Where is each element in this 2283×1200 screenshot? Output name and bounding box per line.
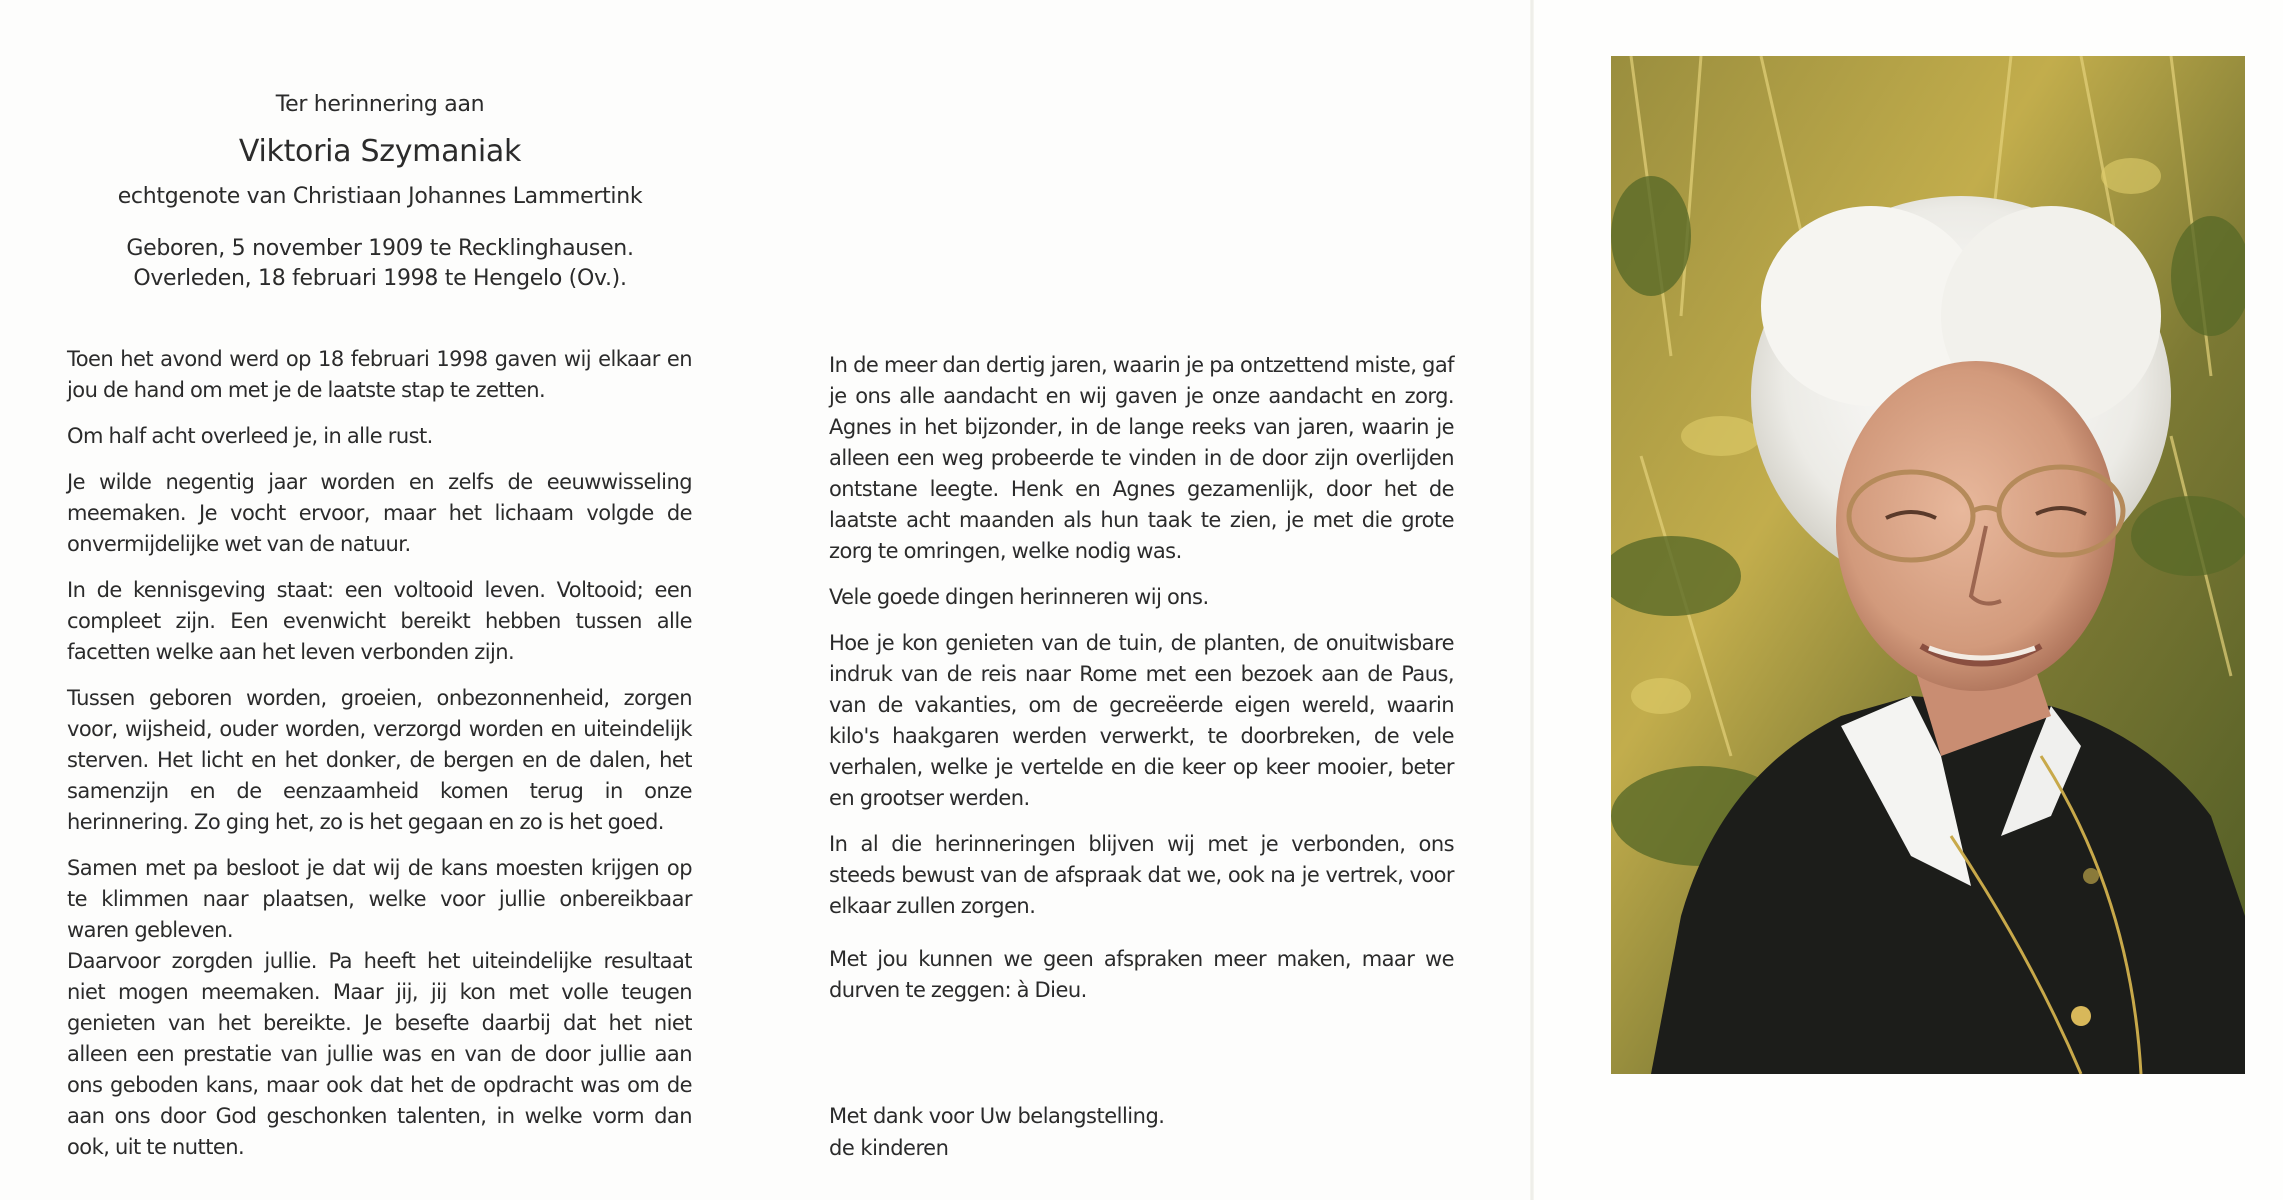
right-paragraph: Vele goede dingen herinneren wij ons. (829, 585, 1209, 609)
birth-line: Geboren, 5 november 1909 te Recklinghausen. (126, 236, 634, 261)
right-text-column (829, 350, 1454, 1021)
left-paragraph: Toen het avond werd op 18 februari 1998 gaven wij elkaar en jou de hand om met je de laatste stap te zetten. (67, 347, 692, 402)
right-paragraph: Hoe je kon genieten van de tuin, de planten, de onuitwisbare indruk van de reis naar Rome met een bezoek aan de Paus, van de vakanties, om de gecreëerde eigen wereld, waarin kilo's haakgaren werden verwerkt, te doorbreken, de vele verhalen, welke je vertelde en die keer op keer mooier, beter en grootser werden. (829, 631, 1454, 810)
header-intro: Ter herinnering aan (275, 92, 485, 117)
left-paragraph: Tussen geboren worden, groeien, onbezonnenheid, zorgen voor, wijsheid, ouder worden, verzorgd worden en uiteindelijk sterven. Het licht en het donker, de bergen en de dalen, het samenzijn en de eenzaamheid komen terug in onze herinnering. Zo ging het, zo is het gegaan en zo is het goed. (67, 686, 692, 834)
closing-block (829, 1100, 1164, 1164)
signature-line: de kinderen (829, 1136, 949, 1160)
left-paragraph: In de kennisgeving staat: een voltooid leven. Voltooid; een compleet zijn. Een evenwicht bereikt hebben tussen alle facetten welke aan het leven verbonden zijn. (67, 578, 692, 664)
right-paragraph: In al die herinneringen blijven wij met je verbonden, ons steeds bewust van de afspraak dat we, ook na je vertrek, voor elkaar zullen zorgen. (829, 832, 1454, 918)
card-header (80, 90, 680, 294)
portrait-photo-icon (1611, 56, 2245, 1074)
right-paragraph: In de meer dan dertig jaren, waarin je pa ontzettend miste, gaf je ons alle aandacht en wij gaven je onze aandacht en zorg. Agnes in het bijzonder, in de lange reeks van jaren, waarin je alleen een weg probeerde te vinden in de door zijn overlijden ontstane leegte. Henk en Agnes gezamenlijk, door het de laatste acht maanden als hun taak te zien, je met die grote zorg te omringen, welke nodig was. (829, 353, 1454, 563)
left-text-column (67, 344, 692, 1178)
spouse-line: echtgenote van Christiaan Johannes Lammertink (117, 184, 643, 209)
left-paragraph: Om half acht overleed je, in alle rust. (67, 424, 433, 448)
left-paragraph: Daarvoor zorgden jullie. Pa heeft het uiteindelijke resultaat niet mogen meemaken. Maar jij, jij kon met volle teugen genieten van het bereikte. Je besefte daarbij dat het niet alleen een prestatie van jullie was en van de door jullie aan ons geboden kans, maar ook dat het de opdracht was om de aan ons door God geschonken talenten, in welke vorm dan ook, uit te nutten. (67, 949, 692, 1159)
left-paragraph: Samen met pa besloot je dat wij de kans moesten krijgen op te klimmen naar plaatsen, welke voor jullie onbereikbaar waren gebleven. (67, 856, 692, 942)
left-paragraph: Je wilde negentig jaar worden en zelfs de eeuwwisseling meemaken. Je vocht ervoor, maar het lichaam volgde de onvermijdelijke wet van de natuur. (67, 470, 692, 556)
death-line: Overleden, 18 februari 1998 te Hengelo (Ov.). (133, 266, 627, 291)
deceased-name: Viktoria Szymaniak (238, 134, 522, 169)
thanks-line: Met dank voor Uw belangstelling. (829, 1104, 1165, 1128)
right-paragraph: Met jou kunnen we geen afspraken meer maken, maar we durven te zeggen: à Dieu. (829, 947, 1454, 1002)
